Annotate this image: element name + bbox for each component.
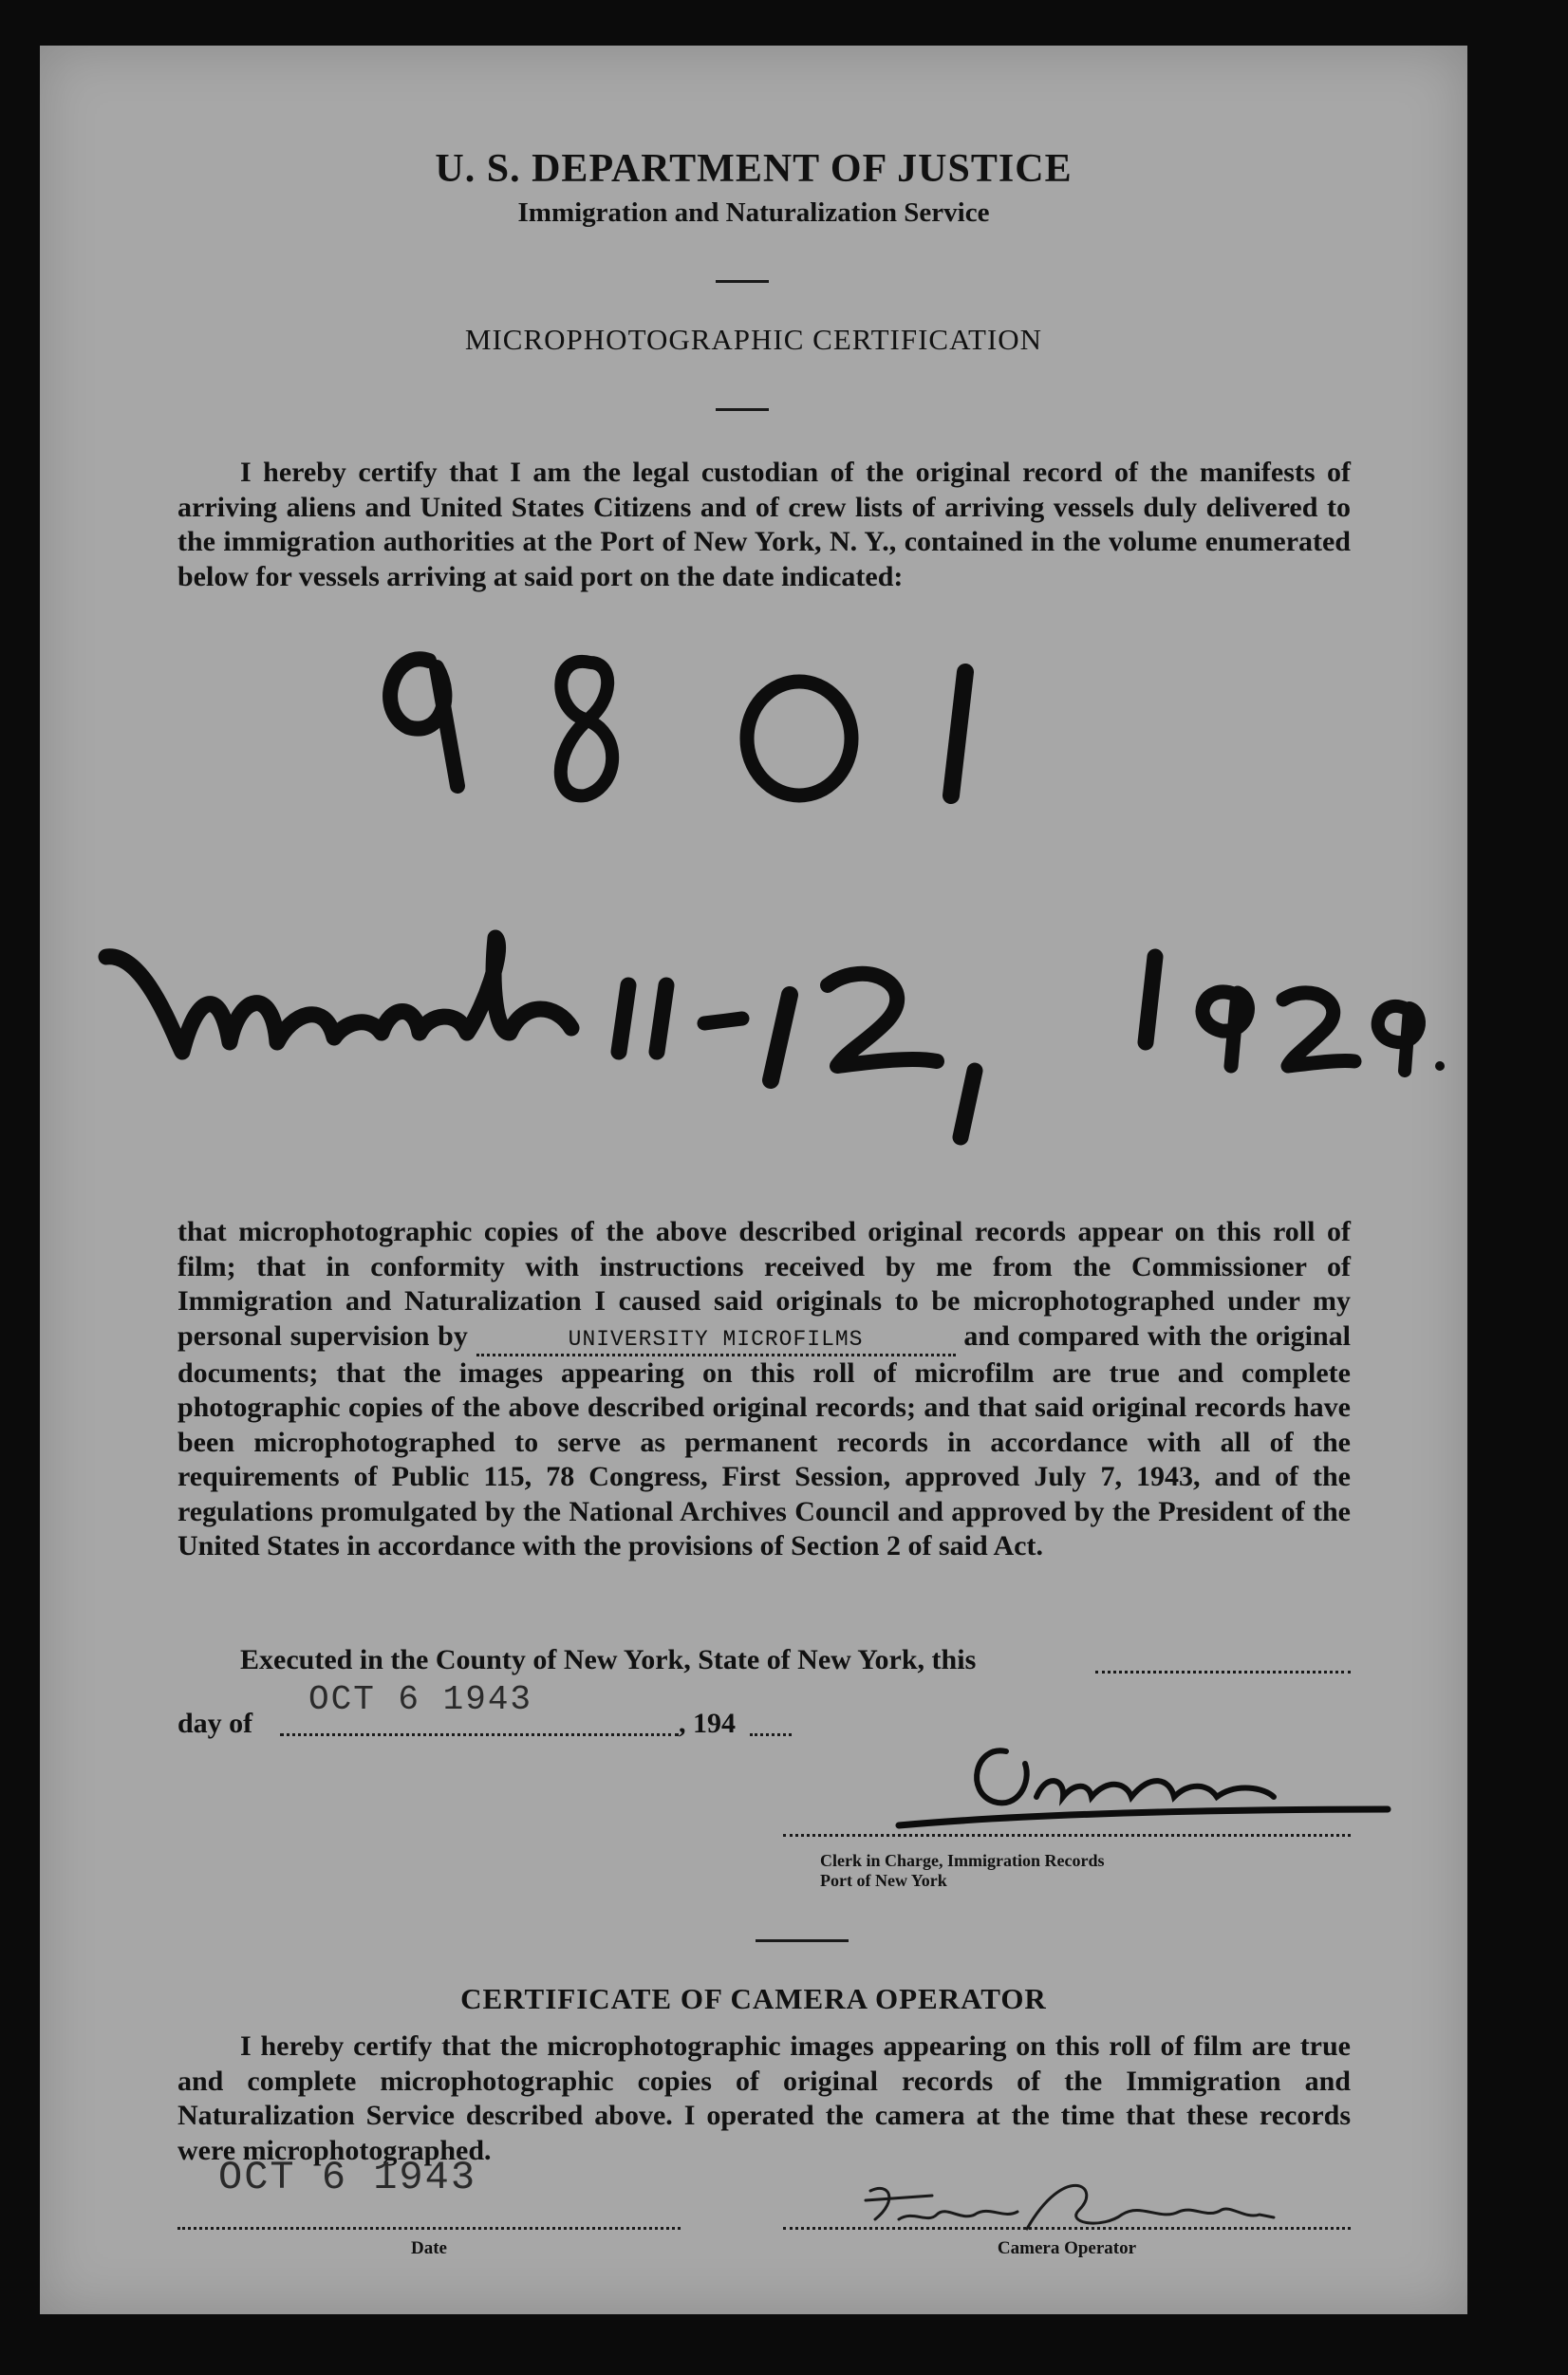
divider xyxy=(716,280,769,283)
digit-9-stroke xyxy=(390,659,457,786)
clerk-signature xyxy=(899,1750,1388,1825)
camera-operator-title: CERTIFICATE OF CAMERA OPERATOR xyxy=(460,1982,1047,2015)
year-line xyxy=(679,1707,868,1742)
digit-1-stroke xyxy=(951,672,965,795)
digit-0-stroke xyxy=(747,682,851,795)
certificate-sheet xyxy=(40,46,1467,2314)
date-stamp: OCT 6 1943 xyxy=(308,1680,533,1719)
year-dots xyxy=(750,1733,792,1736)
service-subheading: Immigration and Naturalization Service xyxy=(517,197,990,228)
clerk-title-line-2: Port of New York xyxy=(820,1871,947,1890)
camera-operator-text: I hereby certify that the microphotographic images appearing on this roll of film are true and complete microphotographic copies of original records of the Immigration and Naturalization Service described above. I operated the camera at the time that these records were microphotographed. xyxy=(177,2030,1351,2166)
day-of-dots xyxy=(280,1733,679,1736)
photographer-field xyxy=(476,1322,956,1356)
clerk-title-line-1: Clerk in Charge, Immigration Records xyxy=(820,1851,1105,1870)
clerk-title xyxy=(820,1851,1104,1891)
digit-8-stroke xyxy=(561,662,612,795)
executed-text: Executed in the County of New York, State of New York, this xyxy=(240,1644,977,1675)
operator-label: Camera Operator xyxy=(997,2238,1137,2258)
department-heading: U. S. DEPARTMENT OF JUSTICE xyxy=(435,147,1073,191)
day-of-label: day of xyxy=(177,1708,253,1739)
operator-signature xyxy=(866,2185,1274,2229)
clerk-signature-line xyxy=(783,1834,1351,1837)
date-line xyxy=(177,2227,681,2230)
certification-body-text-2: and compared with the original documents; that the images appearing on this roll of microfilm are true and complete photographic copies of the above described original records; and that said original records have been microphotographed to serve as permanent records in accordance with all of the requirements of Public 115, 78 Congress, First Session, approved July 7, 1943, and of the regulations promulgated by the National Archives Council and approved by the President of the United States in accordance with the provisions of Section 2 of said Act. xyxy=(177,1319,1352,1562)
year-prefix: , 194 xyxy=(679,1708,736,1739)
photographer-name: UNIVERSITY MICROFILMS xyxy=(568,1326,864,1352)
certification-title: MICROPHOTOGRAPHIC CERTIFICATION xyxy=(464,323,1043,356)
date-label: Date xyxy=(411,2238,447,2258)
handwritten-month-stroke xyxy=(106,938,571,1052)
certification-intro: I hereby certify that I am the legal custodian of the original record of the manifests of arriving aliens and United States Citizens and of crew lists of arriving vessels duly delivered to the immigration authorities at the Port of New York, N. Y., contained in the volume enumerated below for vessels arriving at said port on the date indicated: xyxy=(177,457,1351,592)
operator-date-stamp: OCT 6 1943 xyxy=(218,2155,477,2200)
divider xyxy=(756,1939,849,1942)
executed-dots xyxy=(1095,1671,1351,1674)
certification-body-text: that microphotographic copies of the above described original records appear on this roll of film; that in conformity with instructions received by me from the Commissioner of Immigration and Naturalization I caused said originals to be microphotographed under my personal supervision by xyxy=(177,1216,1351,1352)
operator-line xyxy=(783,2227,1351,2230)
certification-body-1 xyxy=(177,1215,1351,1564)
handwriting xyxy=(40,46,1467,2314)
divider xyxy=(716,408,769,411)
